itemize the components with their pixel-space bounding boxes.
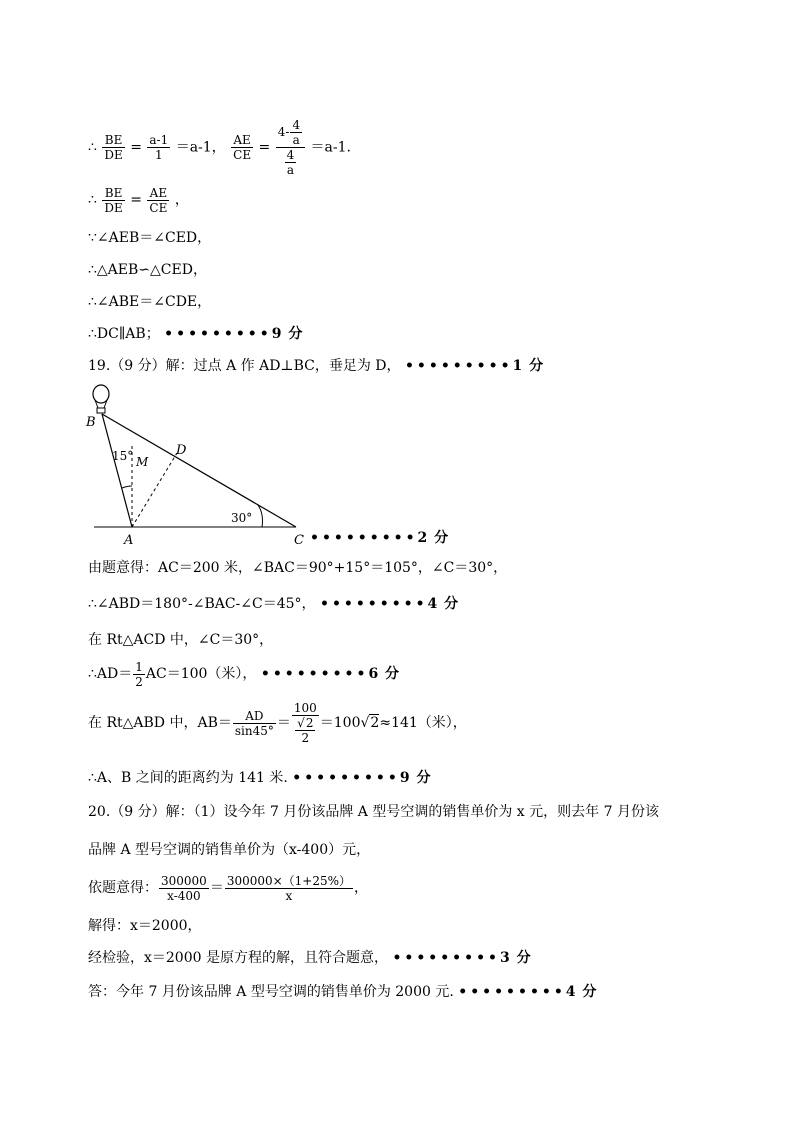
triangle-figure (84, 382, 324, 548)
line-5: ∴∠ABE＝∠CDE， (88, 294, 212, 310)
label-angle-30: 30° (231, 511, 253, 525)
step-3: 在 Rt△ACD 中，∠C＝30°， (88, 632, 274, 648)
score-label: 3 分 (499, 950, 532, 966)
score-label: 1 分 (512, 358, 545, 374)
fraction-be-de-2: $\frac{BE}{DE}$ (104, 185, 123, 215)
score-dots: ••••••••• (392, 950, 500, 966)
score-dots: ••••••••• (260, 666, 369, 682)
fraction-100-root2: $\frac{100}{\frac{√2}{2}}$ (293, 701, 317, 745)
question-20-equation: 依题意得： $\frac{300000}{x-400}$ ＝ $\frac{300000\times(1+25\%)}{x}$ ， (88, 873, 369, 903)
line-4: ∴△AEB∽△CED， (88, 262, 207, 278)
score-label: 9 分 (399, 770, 432, 786)
score-dots: ••••••••• (458, 984, 566, 1000)
step-1: 由题意得：AC＝200 米，∠BAC＝90°+15°＝105°，∠C＝30°， (88, 560, 508, 576)
fraction-be-de: $\frac{BE}{DE}$ (104, 133, 123, 162)
score-label: 9 分 (271, 326, 304, 342)
label-a: A (124, 533, 134, 548)
score-label: 2 分 (417, 530, 450, 546)
equation-line-1: ∴ $\frac{BE}{DE}$ = $\frac{a-1}{1}$ ＝a-1， $\frac{AE}{CE}$ = 4- $\frac{4}{a}$ $\frac{4}{a}$ ＝a-1. (88, 118, 351, 177)
label-d: D (176, 443, 187, 458)
fraction-half: $\frac{1}{2}$ (135, 659, 143, 689)
score-dots: ••••••••• (164, 326, 272, 342)
question-20-check: 经检验，x＝2000 是原方程的解，且符合题意， •••••••••3 分 (88, 950, 532, 966)
line-6: ∴DC∥AB； •••••••••9 分 (88, 326, 304, 342)
question-20-line-1: 20.（9 分）解：（1）设今年 7 月份该品牌 A 型号空调的销售单价为 x 元，则去年 7 月份该 (88, 804, 659, 820)
step-6: ∴A、B 之间的距离约为 141 米. •••••••••9 分 (88, 770, 432, 786)
therefore-symbol: ∴ (88, 139, 97, 156)
score-label: 6 分 (368, 666, 401, 682)
score-label: 4 分 (427, 596, 460, 612)
score-dots: ••••••••• (404, 358, 513, 374)
question-20-answer: 答：今年 7 月份该品牌 A 型号空调的销售单价为 2000 元. •••••••••4 分 (88, 984, 598, 1000)
fraction-300000-x-400: $\frac{300000}{x-400}$ (161, 873, 207, 903)
question-20-solve: 解得：x＝2000， (88, 918, 202, 934)
step-5: 在 Rt△ABD 中，AB＝ $\frac{AD}{\sin 45^\circ}$ ＝ $\frac{100}{\frac{√2}{2}}$ ＝100√2≈141（米）， (88, 701, 467, 745)
label-angle-15: 15° (112, 449, 134, 463)
label-b: B (86, 415, 96, 430)
fraction-ae-ce-2: $\frac{AE}{CE}$ (149, 185, 168, 215)
score-dots: ••••••••• (292, 770, 400, 786)
question-19: 19.（9 分）解：过点 A 作 AD⊥BC，垂足为 D， •••••••••1 分 (88, 358, 545, 374)
step-4: ∴AD＝ $\frac{1}{2}$ AC＝100（米）， •••••••••6 分 (88, 659, 401, 689)
step-2: ∴∠ABD＝180°-∠BAC-∠C＝45°， •••••••••4 分 (88, 596, 460, 612)
score-dots: ••••••••• (320, 596, 428, 612)
score-label: 4 分 (565, 984, 598, 1000)
fraction-ad-sin45: $\frac{AD}{\sin 45^\circ}$ (234, 708, 274, 738)
fraction-300000-x: $\frac{300000\times(1+25\%)}{x}$ (226, 873, 352, 903)
figure-score (310, 528, 449, 548)
score-dots: ••••••••• (310, 530, 418, 546)
balloon-icon (93, 385, 109, 413)
equation-line-2: ∴ $\frac{BE}{DE}$ = $\frac{AE}{CE}$ ， (88, 185, 189, 215)
label-m: M (136, 455, 149, 469)
fraction-ae-ce: $\frac{AE}{CE}$ (233, 133, 252, 162)
label-c: C (294, 533, 304, 548)
line-3: ∵∠AEB＝∠CED， (88, 230, 212, 246)
complex-fraction: 4- $\frac{4}{a}$ $\frac{4}{a}$ (276, 118, 305, 177)
question-20-line-2: 品牌 A 型号空调的销售单价为（x-400）元， (88, 842, 371, 858)
fraction-a-minus-1: $\frac{a-1}{1}$ (149, 133, 169, 162)
